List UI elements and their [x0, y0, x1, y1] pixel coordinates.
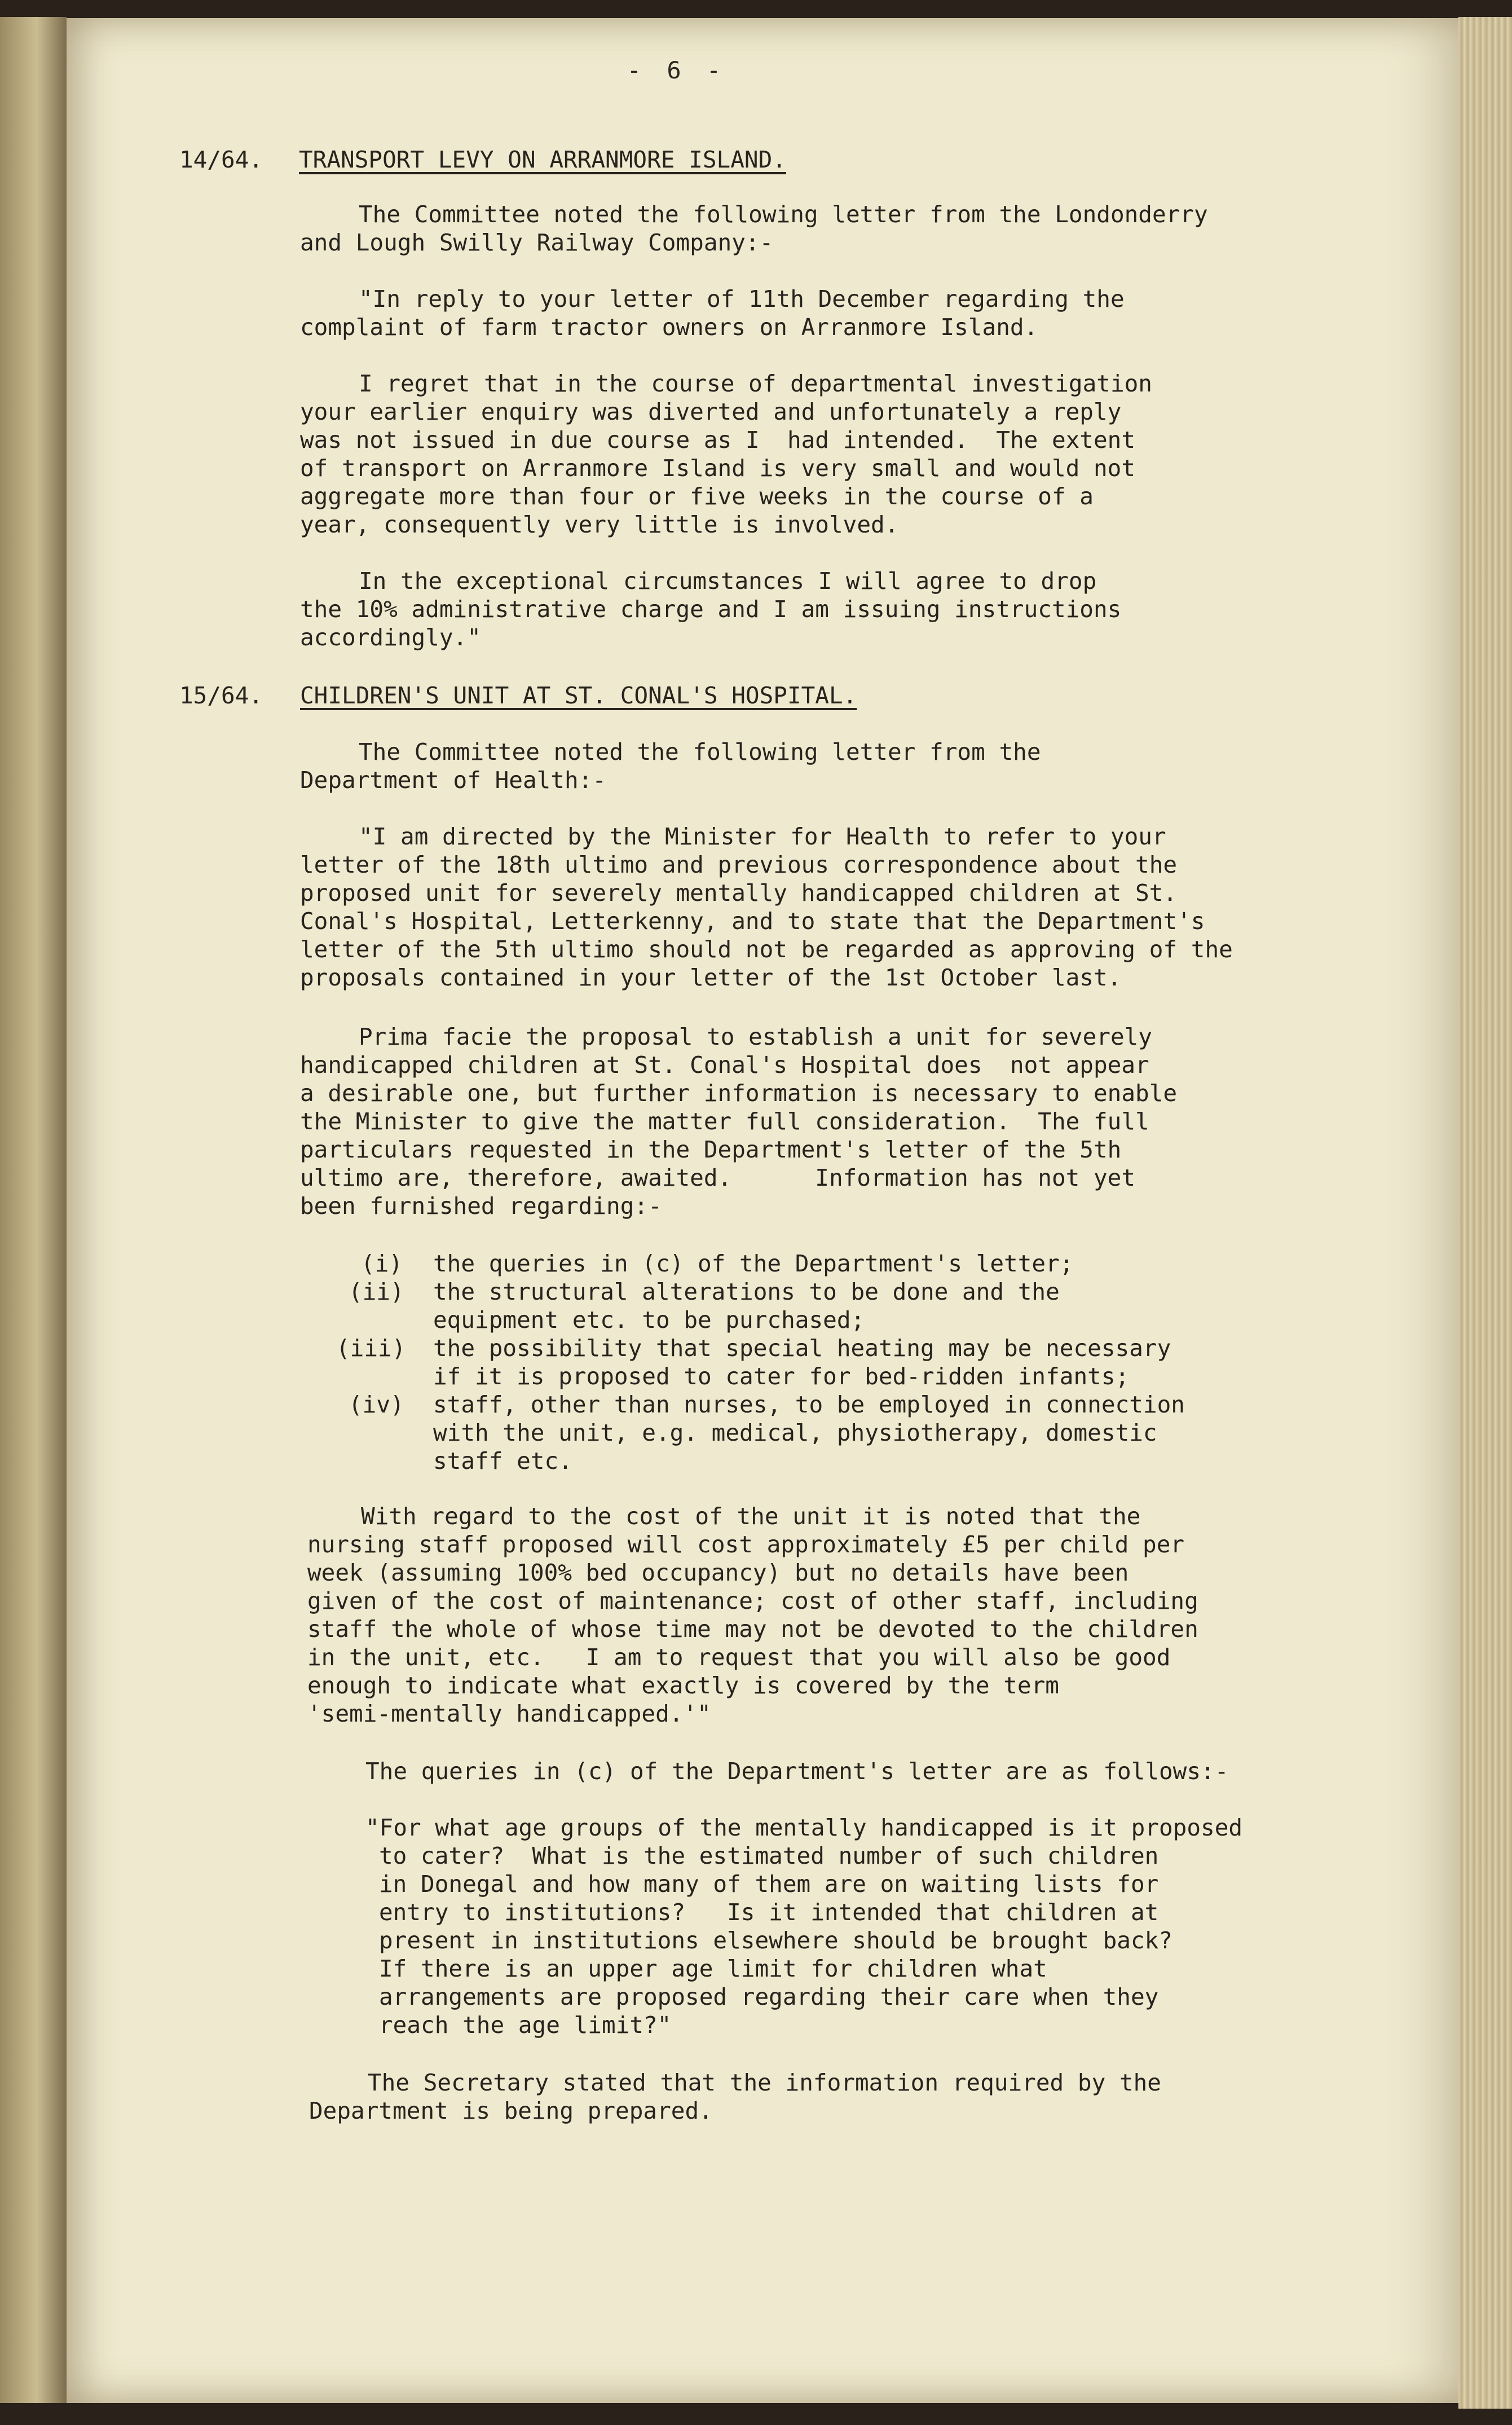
text-line: In the exceptional circumstances I will agree to drop: [359, 567, 1097, 595]
text-line: in Donegal and how many of them are on waiting lists for: [379, 1871, 1159, 1898]
text-line: I regret that in the course of departmental investigation: [359, 370, 1152, 397]
text-line: been furnished regarding:-: [300, 1192, 662, 1220]
text-line: of transport on Arranmore Island is very small and would not: [300, 455, 1136, 482]
text-line: letter of the 5th ultimo should not be regarded as approving of the: [300, 936, 1233, 963]
text-line: 'semi-mentally handicapped.'": [307, 1700, 711, 1727]
text-line: a desirable one, but further information is necessary to enable: [300, 1080, 1178, 1107]
text-line: entry to institutions? Is it intended that children at: [379, 1899, 1159, 1926]
text-line: letter of the 18th ultimo and previous correspondence about the: [300, 851, 1178, 878]
section-heading: CHILDREN'S UNIT AT ST. CONAL'S HOSPITAL.: [300, 682, 857, 709]
section-number: 14/64.: [179, 146, 263, 173]
item-marker: (i): [361, 1250, 403, 1277]
text-line: complaint of farm tractor owners on Arranmore Island.: [300, 314, 1038, 341]
item-marker: (ii): [349, 1278, 404, 1305]
text-line: the Minister to give the matter full consideration. The full: [300, 1108, 1149, 1135]
list-item: the queries in (c) of the Department's letter;: [433, 1250, 1074, 1277]
list-item: equipment etc. to be purchased;: [433, 1306, 865, 1333]
text-line: "I am directed by the Minister for Health to refer to your: [359, 823, 1166, 850]
text-line: The Secretary stated that the information required by the: [368, 2069, 1161, 2096]
item-marker: (iii): [336, 1335, 406, 1362]
text-line: Prima facie the proposal to establish a unit for severely: [359, 1023, 1152, 1050]
text-line: in the unit, etc. I am to request that you will also be good: [307, 1644, 1171, 1671]
text-line: accordingly.": [300, 624, 481, 651]
item-marker: (iv): [349, 1391, 404, 1418]
list-item: staff, other than nurses, to be employed in connection: [433, 1391, 1185, 1418]
text-line: proposed unit for severely mentally handicapped children at St.: [300, 879, 1178, 906]
text-line: proposals contained in your letter of the 1st October last.: [300, 964, 1122, 991]
text-line: With regard to the cost of the unit it is noted that the: [361, 1503, 1141, 1530]
text-line: staff the whole of whose time may not be devoted to the children: [307, 1616, 1198, 1643]
text-line: The Committee noted the following letter from the: [359, 738, 1041, 765]
text-line: Department is being prepared.: [309, 2097, 713, 2124]
text-line: The Committee noted the following letter from the Londonderry: [359, 201, 1208, 228]
text-line: If there is an upper age limit for children what: [379, 1955, 1047, 1982]
text-line: ultimo are, therefore, awaited. Information has not yet: [300, 1164, 1136, 1191]
text-line: to cater? What is the estimated number of such children: [379, 1842, 1159, 1869]
text-line: handicapped children at St. Conal's Hospital does not appear: [300, 1051, 1149, 1079]
text-line: "For what age groups of the mentally handicapped is it proposed: [365, 1814, 1243, 1841]
text-line: reach the age limit?": [379, 2012, 672, 2039]
list-item: if it is proposed to cater for bed-ridden infants;: [433, 1363, 1130, 1390]
text-line: Department of Health:-: [300, 767, 607, 794]
text-line: was not issued in due course as I had intended. The extent: [300, 426, 1136, 454]
text-line: enough to indicate what exactly is covered by the term: [307, 1672, 1059, 1699]
text-line: particulars requested in the Department's letter of the 5th: [300, 1136, 1122, 1163]
text-line: aggregate more than four or five weeks in the course of a: [300, 483, 1094, 510]
text-line: "In reply to your letter of 11th December regarding the: [359, 285, 1125, 313]
text-line: nursing staff proposed will cost approximately £5 per child per: [307, 1531, 1185, 1558]
list-item: with the unit, e.g. medical, physiotherapy, domestic: [433, 1419, 1157, 1446]
text-line: given of the cost of maintenance; cost of other staff, including: [307, 1587, 1198, 1614]
text-line: and Lough Swilly Railway Company:-: [300, 229, 774, 256]
text-line: Conal's Hospital, Letterkenny, and to state that the Department's: [300, 908, 1205, 935]
text-line: your earlier enquiry was diverted and unfortunately a reply: [300, 398, 1122, 425]
text-line: present in institutions elsewhere should be brought back?: [379, 1927, 1172, 1954]
section-number: 15/64.: [179, 682, 263, 709]
section-heading: TRANSPORT LEVY ON ARRANMORE ISLAND.: [299, 146, 786, 173]
text-line: The queries in (c) of the Department's letter are as follows:-: [365, 1758, 1229, 1785]
page-number: - 6 -: [627, 56, 727, 84]
list-item: the structural alterations to be done and the: [433, 1278, 1060, 1305]
text-line: the 10% administrative charge and I am issuing instructions: [300, 596, 1122, 623]
text-line: arrangements are proposed regarding their care when they: [379, 1983, 1159, 2010]
text-line: week (assuming 100% bed occupancy) but no details have been: [307, 1559, 1129, 1586]
list-item: the possibility that special heating may be necessary: [433, 1335, 1171, 1362]
text-line: year, consequently very little is involved.: [300, 511, 899, 538]
list-item: staff etc.: [433, 1447, 572, 1475]
